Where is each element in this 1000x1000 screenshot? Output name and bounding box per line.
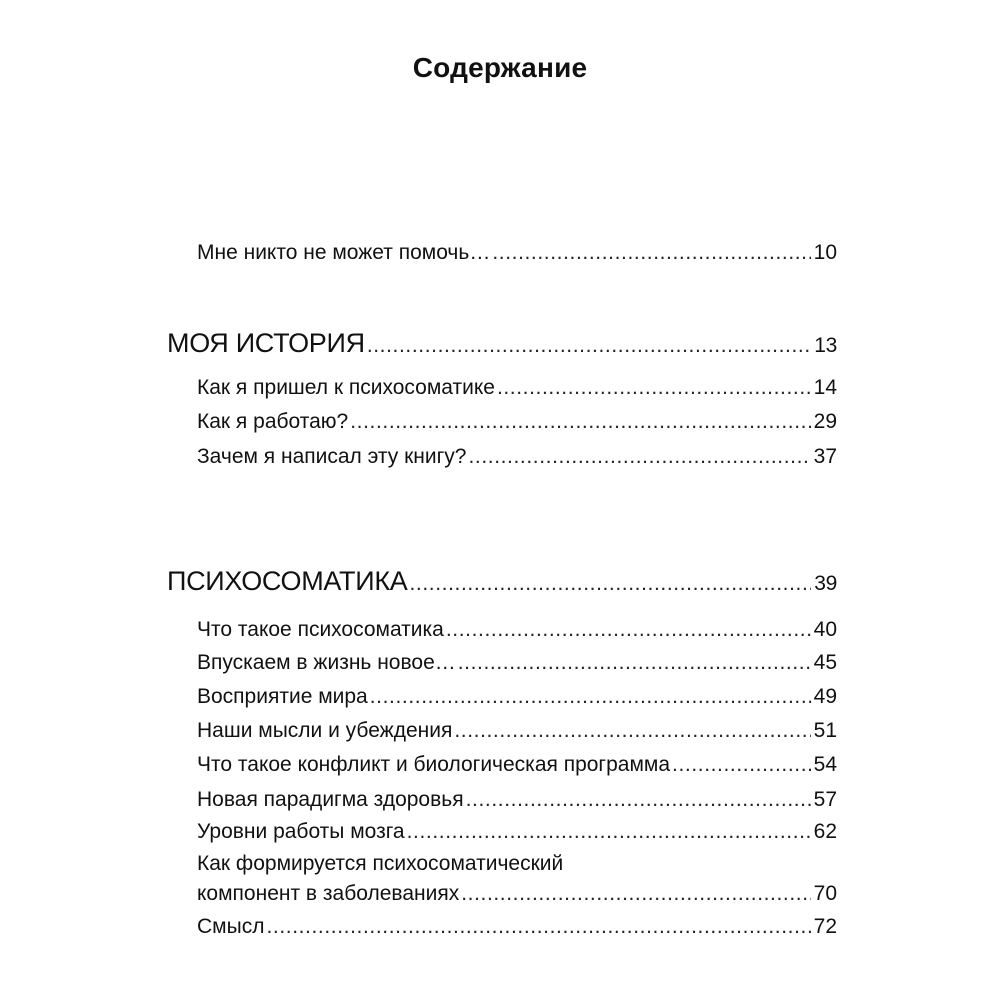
dot-leader — [350, 410, 810, 434]
dot-leader — [468, 445, 810, 469]
toc-chapter-title: МОЯ ИСТОРИЯ — [167, 328, 365, 358]
toc-entry-title: Как я пришел к психосоматике — [197, 376, 495, 399]
toc-entry[interactable] — [197, 618, 837, 642]
toc-entry[interactable] — [197, 788, 837, 812]
toc-page-number: 39 — [814, 572, 837, 595]
dot-leader — [367, 334, 811, 358]
dot-leader — [466, 788, 811, 812]
dot-leader — [446, 618, 811, 642]
toc-entry[interactable] — [197, 376, 837, 400]
dot-leader — [492, 241, 810, 265]
toc-entry[interactable] — [197, 753, 837, 777]
toc-entry-title-line2: компонент в заболеваниях — [197, 882, 460, 905]
toc-page-number: 40 — [813, 618, 837, 641]
dot-leader — [672, 753, 811, 777]
dot-leader — [454, 719, 810, 743]
toc-entry-title: Наши мысли и убеждения — [197, 719, 453, 742]
dot-leader — [409, 572, 811, 596]
dot-leader — [497, 376, 811, 400]
toc-entry-title-line1[interactable]: Как формируется психосоматический — [197, 852, 564, 875]
toc-entry[interactable] — [197, 820, 837, 844]
toc-page-number: 45 — [813, 651, 837, 674]
toc-entry-title: Восприятие мира — [197, 685, 368, 708]
toc-entry[interactable] — [197, 915, 837, 939]
dot-leader — [461, 882, 810, 906]
toc-entry-title: Смысл — [197, 915, 265, 938]
toc-page-number: 10 — [813, 241, 837, 264]
toc-page-number: 57 — [813, 788, 837, 811]
toc-page-number: 54 — [813, 753, 837, 776]
toc-entry[interactable] — [197, 445, 837, 469]
toc-entry-title: Мне никто не может помочь… — [197, 241, 491, 264]
page-title: Содержание — [412, 52, 588, 83]
toc-entry-title: Зачем я написал эту книгу? — [197, 445, 467, 468]
toc-entry[interactable] — [197, 882, 837, 906]
toc-page-number: 14 — [813, 376, 837, 399]
dot-leader — [407, 820, 811, 844]
toc-entry-title: Новая парадигма здоровья — [197, 788, 464, 811]
toc-chapter-title: ПСИХОСОМАТИКА — [167, 566, 408, 596]
toc-entry-title: Уровни работы мозга — [197, 820, 405, 843]
toc-page-number: 37 — [813, 445, 837, 468]
toc-page-number: 29 — [813, 410, 837, 433]
toc-entry[interactable] — [197, 685, 837, 709]
toc-entry-title: Впускаем в жизнь новое… — [197, 651, 456, 674]
toc-entry-intro[interactable] — [197, 241, 837, 265]
toc-chapter-psychosomatics[interactable] — [167, 566, 837, 597]
toc-page-number: 13 — [814, 334, 837, 357]
toc-page-number: 62 — [813, 820, 837, 843]
dot-leader — [266, 915, 810, 939]
toc-page-number: 72 — [813, 915, 837, 938]
toc-page-number: 51 — [813, 719, 837, 742]
toc-entry-title: Как я работаю? — [197, 410, 349, 433]
toc-page-number: 49 — [813, 685, 837, 708]
toc-entry[interactable] — [197, 651, 837, 675]
toc-entry-title: Что такое конфликт и биологическая программа — [197, 753, 671, 776]
dot-leader — [370, 685, 811, 709]
toc-entry[interactable] — [197, 410, 837, 434]
dot-leader — [458, 651, 811, 675]
toc-entry-title: Что такое психосоматика — [197, 618, 444, 641]
toc-entry[interactable] — [197, 719, 837, 743]
toc-chapter-my-story[interactable] — [167, 328, 837, 359]
toc-page-number: 70 — [813, 882, 837, 905]
